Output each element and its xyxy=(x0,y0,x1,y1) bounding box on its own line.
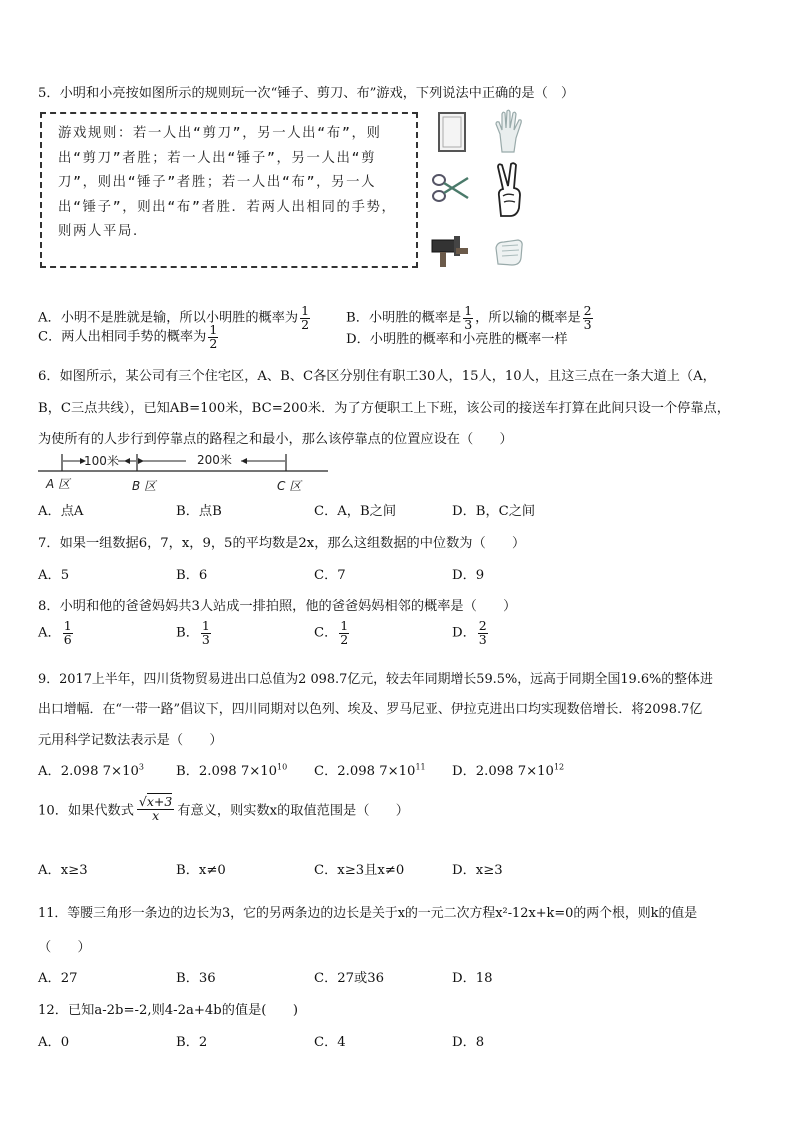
q12-option-d: D．8 xyxy=(452,1035,485,1050)
q12-option-b: B．2 xyxy=(176,1035,208,1050)
q5-option-d: D．小明胜的概率和小亮胜的概率一样 xyxy=(346,332,568,347)
q10-option-c: C．x≥3且x≠0 xyxy=(314,863,405,878)
option-text: B．2.098 7×10 xyxy=(176,764,278,779)
q9-stem-line-3: 元用科学记数法表示是（ ） xyxy=(38,733,223,748)
q9-stem-line-1: 9．2017上半年，四川货物贸易进出口总值为2 098.7亿元，较去年同期增长59.5%，远高于同期全国19.6%的整体进 xyxy=(38,672,713,687)
option-text: A．2.098 7×10 xyxy=(38,764,139,779)
q6-option-a: A．点A xyxy=(38,504,84,519)
q6-stem-line-2: B，C三点共线），已知AB=100米，BC=200米．为了方便职工上下班，该公司的接送车打算在此间只设一个停靠点， xyxy=(38,401,730,416)
exponent: 12 xyxy=(553,762,565,772)
exponent: 10 xyxy=(277,762,288,772)
q10-option-b: B．x≠0 xyxy=(176,863,226,878)
q7-option-c: C．7 xyxy=(314,568,346,583)
q5-option-a-text: A．小明不是胜就是输，所以小明胜的概率为 xyxy=(38,310,299,326)
q8-option-c xyxy=(314,620,351,646)
q12-stem: 12．已知a-2b=-2,则4-2a+4b的值是( ) xyxy=(38,1003,298,1018)
label-a-district: A 区 xyxy=(46,477,71,491)
q7-option-a: A．5 xyxy=(38,568,70,583)
q9-option-c xyxy=(314,760,426,779)
fraction-numerator: 1 xyxy=(464,303,473,318)
fraction-denominator: 3 xyxy=(583,316,592,332)
q9-option-d xyxy=(452,760,564,779)
q6-option-b: B．点B xyxy=(176,504,222,519)
fraction-numerator: 2 xyxy=(478,618,487,633)
label-c-district: C 区 xyxy=(277,479,302,493)
q8-option-d xyxy=(452,620,490,646)
fraction-denominator: 3 xyxy=(201,631,210,647)
victory-hand-icon xyxy=(492,162,526,218)
q8-option-a xyxy=(38,620,75,646)
q8-option-b xyxy=(176,620,213,646)
q11-stem-line-1: 11．等腰三角形一条边的边长为3，它的另两条边的边长是关于x的一元二次方程x²-12x+k=0的两个根，则k的值是 xyxy=(38,906,698,921)
radicand: x+3 xyxy=(146,794,173,809)
q8-stem: 8．小明和他的爸爸妈妈共3人站成一排拍照，他的爸爸妈妈相邻的概率是（ ） xyxy=(38,599,517,614)
arrow-head xyxy=(138,458,144,464)
fraction-denominator: 2 xyxy=(340,631,349,647)
option-label: C． xyxy=(314,625,338,641)
q5-option-a-fraction xyxy=(300,305,310,331)
fraction-numerator: 1 xyxy=(340,618,349,633)
q10-stem-pre: 10．如果代数式 xyxy=(38,803,134,819)
q7-option-d: D．9 xyxy=(452,568,485,583)
arrow-head xyxy=(241,458,247,464)
paper-sheet-icon xyxy=(436,110,468,154)
fraction-numerator: 1 xyxy=(63,618,72,633)
scissors-icon xyxy=(430,170,470,206)
fraction-denominator: 3 xyxy=(478,631,487,647)
q6-option-d: D．B，C之间 xyxy=(452,504,536,519)
fraction-denominator: 6 xyxy=(63,631,72,647)
option-text: C．2.098 7×10 xyxy=(314,764,416,779)
q10-denominator: x xyxy=(152,807,160,823)
q6-stem-line-3: 为使所有的人步行到停靠点的路程之和最小，那么该停靠点的位置应设在（ ） xyxy=(38,432,513,447)
fraction-numerator: 2 xyxy=(583,303,592,318)
q9-option-a xyxy=(38,760,144,779)
q7-option-b: B．6 xyxy=(176,568,208,583)
q9-option-b xyxy=(176,760,287,779)
fraction-denominator: 2 xyxy=(209,335,218,351)
fraction-numerator: 1 xyxy=(201,618,210,633)
label-b-district: B 区 xyxy=(132,479,157,493)
q11-option-b: B．36 xyxy=(176,971,216,986)
exponent: 3 xyxy=(138,762,144,772)
q12-option-c: C．4 xyxy=(314,1035,346,1050)
q9-stem-line-2: 出口增幅．在“一带一路”倡议下，四川同期对以色列、埃及、罗马尼亚、伊拉克进出口均实现数倍增长．将2098.7亿 xyxy=(38,702,703,717)
q10-stem-post: 有意义，则实数x的取值范围是（ ） xyxy=(177,803,409,819)
fraction-denominator: 2 xyxy=(301,316,310,332)
q7-stem: 7．如果一组数据6，7，x，9，5的平均数是2x，那么这组数据的中位数为（ ） xyxy=(38,536,526,551)
q6-option-c: C．A，B之间 xyxy=(314,504,397,519)
fraction-numerator: 1 xyxy=(301,303,310,318)
q5-option-c-fraction xyxy=(208,324,218,350)
q10-option-a: A．x≥3 xyxy=(38,863,88,878)
hammer-icon xyxy=(430,232,470,268)
q10-expression xyxy=(137,796,174,822)
fist-icon xyxy=(492,234,526,268)
q6-number-line-diagram xyxy=(36,446,336,496)
q11-stem-line-2: （ ） xyxy=(38,940,91,955)
option-label: B． xyxy=(176,625,199,641)
q6-stem-line-1: 6．如图所示，某公司有三个住宅区，A、B、C各区分别住有职工30人，15人，10人，且这三点在一条大道上（A， xyxy=(38,369,716,384)
q11-option-c: C．27或36 xyxy=(314,971,385,986)
q5-stem: 5．小明和小亮按如图所示的规则玩一次“锤子、剪刀、布”游戏，下列说法中正确的是（ ） xyxy=(38,86,575,101)
q5-option-c-text: C．两人出相同手势的概率为 xyxy=(38,329,207,345)
fraction-numerator: 1 xyxy=(209,322,218,337)
q5-option-b-mid: ，所以输的概率是 xyxy=(475,310,581,326)
q10-stem xyxy=(38,796,409,822)
q11-option-d: D．18 xyxy=(452,971,493,986)
distance-bc-label: 200米 xyxy=(197,453,232,467)
q5-rules-text: 游戏规则：若一人出“剪刀”，另一人出“布”，则出“剪刀”者胜；若一人出“锤子”，另一人出“剪刀”，则出“锤子”者胜；若一人出“布”，另一人出“锤子”，则出“布”者胜．若两人出相同的手势，则两人平局． xyxy=(58,126,397,239)
arrow-head xyxy=(124,458,130,464)
q11-option-a: A．27 xyxy=(38,971,78,986)
option-text: D．2.098 7×10 xyxy=(452,764,554,779)
fraction-denominator: 3 xyxy=(464,316,473,332)
option-label: A． xyxy=(38,625,61,641)
q12-option-a: A．0 xyxy=(38,1035,70,1050)
q5-option-b-text: B．小明胜的概率是 xyxy=(346,310,462,326)
q5-option-c xyxy=(38,324,220,350)
q10-option-d: D．x≥3 xyxy=(452,863,503,878)
distance-ab-label: 100米 xyxy=(84,454,119,468)
q5-option-b-fraction-2 xyxy=(583,305,593,331)
option-label: D． xyxy=(452,625,476,641)
radical-sign: √ xyxy=(138,794,147,809)
exponent: 11 xyxy=(415,762,426,772)
open-hand-icon xyxy=(492,108,526,154)
